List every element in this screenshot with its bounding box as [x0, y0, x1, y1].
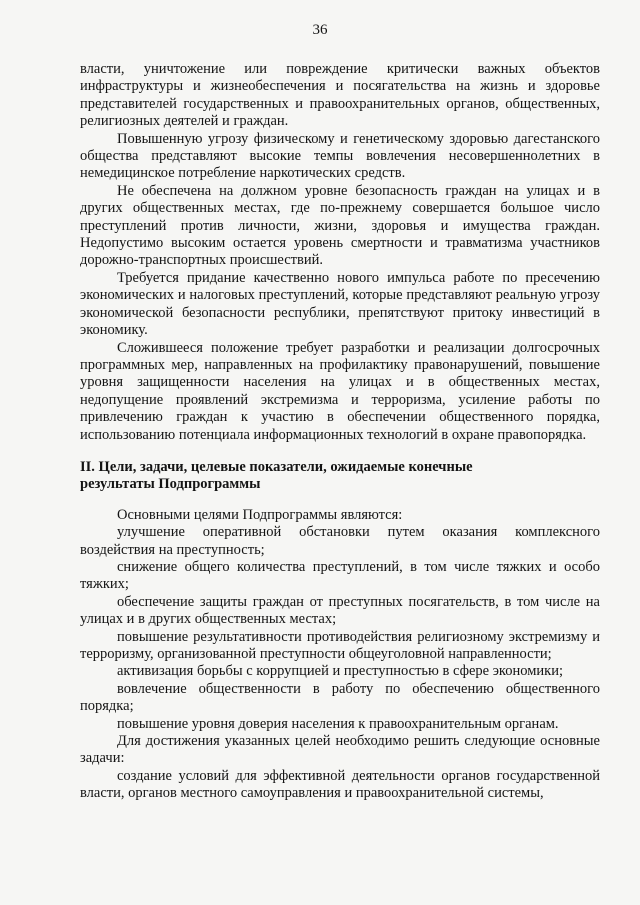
paragraph-continuation: власти, уничтожение или повреждение критически важных объектов инфраструктуры и жизнеобеспечения и посягательства на жизнь и здоровье представителей государственных и правоохранительных органов, общественных, религиозных деятелей и граждан. — [80, 61, 600, 130]
goal-item: вовлечение общественности в работу по обеспечению общественного порядка; — [80, 680, 600, 715]
paragraph: Сложившееся положение требует разработки и реализации долгосрочных программных мер, направленных на профилактику правонарушений, повышение уровня защищенности населения на улицах и в общественных местах, недопущение проявлений экстремизма и терроризма, усиление работы по привлечению граждан к участию в обеспечении общественного порядка, использованию потенциала информационных технологий в охране правопорядка. — [80, 339, 600, 443]
goal-item: повышение уровня доверия населения к правоохранительным органам. — [117, 715, 559, 732]
section-paragraph: Для достижения указанных целей необходимо решить следующие основные задачи: — [80, 733, 600, 767]
paragraph: Не обеспечена на должном уровне безопасность граждан на улицах и в других общественных местах, где по-прежнему совершается большое число преступлений против личности, жизни, здоровья и имущества граждан. Недопустимо высоким остается уровень смертности и травматизма участников дорожно-транспортных происшествий. — [80, 182, 600, 269]
page-number: 36 — [312, 22, 328, 38]
paragraph: Повышенную угрозу физическому и генетическому здоровью дагестанского общества представляют высокие темпы вовлечения несовершеннолетних в немедицинское потребление наркотических средств. — [80, 130, 600, 182]
goal-item: улучшение оперативной обстановки путем оказания комплексного воздействия на преступность; — [80, 524, 600, 558]
goal-item: повышение результативности противодействия религиозному экстремизму и терроризму, организованной преступности общеуголовной направленности; — [80, 628, 600, 662]
section-2 — [80, 459, 600, 803]
goal-item: снижение общего количества преступлений, в том числе тяжких и особо тяжких; — [80, 558, 600, 593]
task-item: создание условий для эффективной деятельности органов государственной власти, органов местного самоуправления и правоохранительной системы, — [80, 767, 600, 802]
section-heading-line-1: II. Цели, задачи, целевые показатели, ожидаемые конечные — [80, 458, 473, 475]
section-heading-line-2: результаты Подпрограммы — [80, 476, 261, 493]
goal-item: активизация борьбы с коррупцией и преступностью в сфере экономики; — [117, 663, 563, 680]
goal-item: обеспечение защиты граждан от преступных посягательств, в том числе на улицах и в других общественных местах; — [80, 593, 600, 628]
section-paragraph: Основными целями Подпрограммы являются: — [117, 506, 403, 523]
document-body — [80, 61, 600, 803]
paragraph: Требуется придание качественно нового импульса работе по пресечению экономических и налоговых преступлений, которые представляют реальную угрозу экономической безопасности республики, препятствуют притоку инвестиций в экономику. — [80, 269, 600, 339]
